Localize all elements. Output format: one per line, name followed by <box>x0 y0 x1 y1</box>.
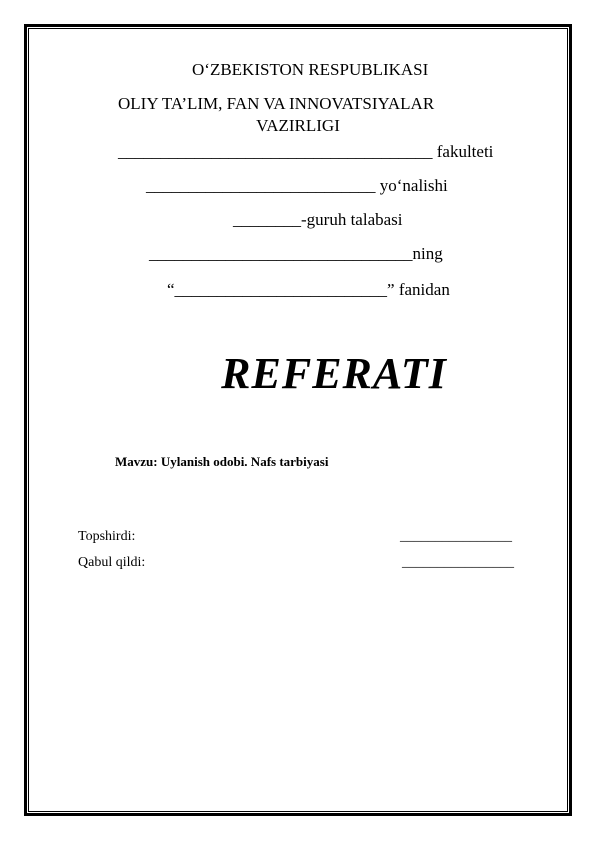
accepted-label: Qabul qildi: <box>78 555 146 570</box>
ministry-heading-line1: OLIY TA’LIM, FAN VA INNOVATSIYALAR <box>118 94 435 113</box>
republic-heading: O‘ZBEKISTON RESPUBLIKASI <box>192 60 429 79</box>
group-field: ________-guruh talabasi <box>233 210 403 229</box>
direction-field: ___________________________ yo‘nalishi <box>146 176 448 195</box>
accepted-signature-line: ________________ <box>402 555 514 570</box>
ministry-heading-line2: VAZIRLIGI <box>256 116 340 135</box>
faculty-field: _____________________________________ fakulteti <box>118 142 494 161</box>
document-title: REFERATI <box>221 349 447 398</box>
submitted-signature-line: ________________ <box>400 529 512 544</box>
student-field: _______________________________ning <box>149 244 443 263</box>
topic-line: Mavzu: Uylanish odobi. Nafs tarbiyasi <box>115 454 329 469</box>
submitted-label: Topshirdi: <box>78 529 136 544</box>
subject-field: “_________________________” fanidan <box>167 280 450 299</box>
